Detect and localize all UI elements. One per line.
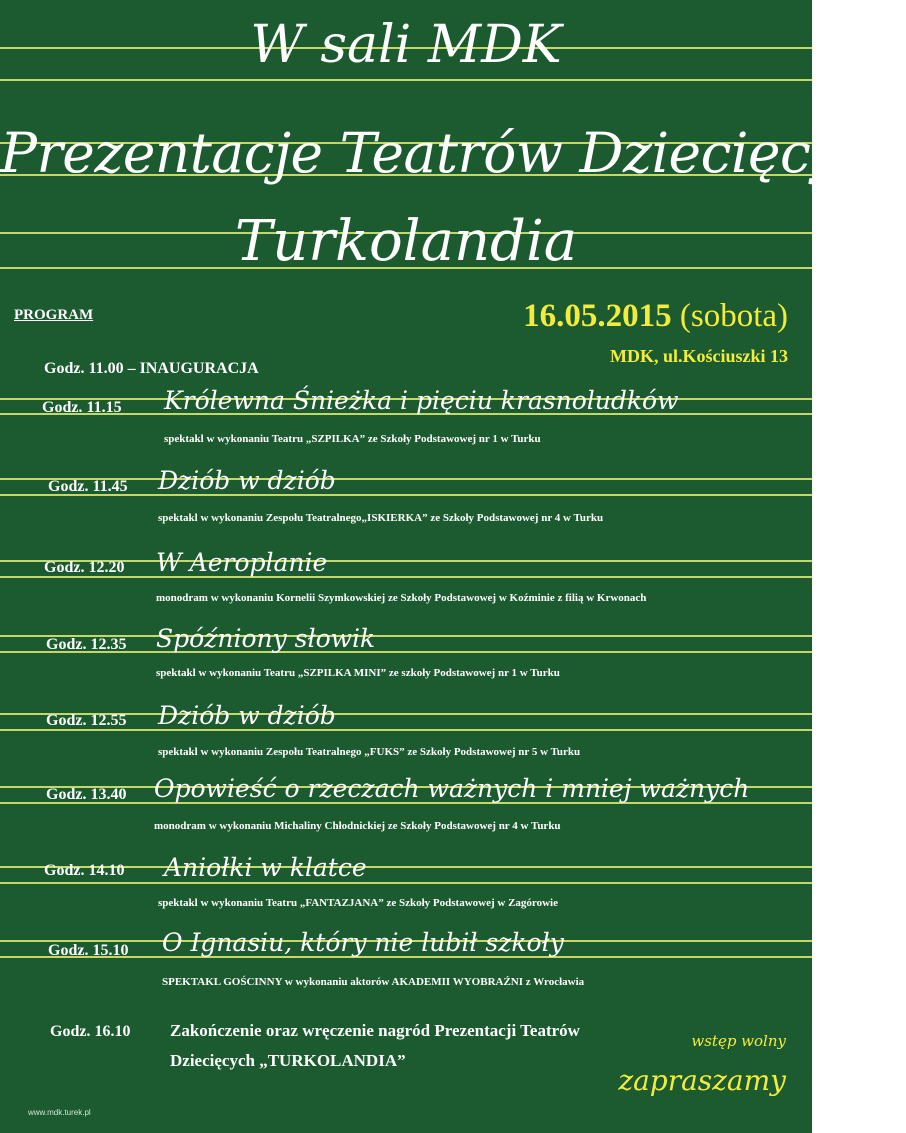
show-title: Spóźniony słowik — [156, 624, 376, 653]
website-url: www.mdk.turek.pl — [28, 1108, 91, 1117]
schedule-time: Godz. 12.20 — [44, 559, 125, 576]
show-title: O Ignasiu, który nie lubił szkoły — [162, 928, 564, 957]
show-description: monodram w wykonaniu Kornelii Szymkowskiej ze Szkoły Podstawowej w Koźminie z filią w Krwonach — [156, 592, 647, 604]
show-description: spektakl w wykonaniu Zespołu Teatralnego „FUKS” ze Szkoły Podstawowej nr 5 w Turku — [158, 746, 581, 758]
show-title: Dziób w dziób — [158, 466, 336, 495]
schedule-time: Godz. 13.40 — [46, 786, 127, 803]
ruled-line — [0, 882, 812, 884]
show-description: spektakl w wykonaniu Teatru „SZPILKA MINI” ze szkoły Podstawowej nr 1 w Turku — [156, 667, 560, 679]
show-title: Królewna Śnieżka i pięciu krasnoludków — [164, 386, 679, 415]
program-label: PROGRAM — [14, 307, 94, 323]
schedule-time: Godz. 11.45 — [48, 478, 128, 495]
show-title: Opowieść o rzeczach ważnych i mniej ważnych — [154, 774, 750, 803]
show-title: Dziób w dziób — [158, 701, 336, 730]
schedule-time: Godz. 16.10 — [50, 1023, 131, 1040]
header-festival-name: Turkolandia — [234, 209, 578, 274]
event-day: (sobota) — [679, 298, 788, 334]
header-venue: W sali MDK — [250, 15, 562, 75]
show-description: spektakl w wykonaniu Zespołu Teatralnego„ISKIERKA” ze Szkoły Podstawowej nr 4 w Turku — [158, 512, 604, 524]
free-entry-note: wstęp wolny — [691, 1032, 786, 1050]
schedule-time: Godz. 12.35 — [46, 636, 127, 653]
schedule-time: Godz. 14.10 — [44, 862, 125, 879]
schedule-time: Godz. 12.55 — [46, 712, 127, 729]
event-date — [523, 296, 788, 336]
header-title: Prezentacje Teatrów Dziecięcych — [0, 121, 906, 185]
ruled-line — [0, 79, 812, 81]
closing-ceremony: Zakończenie oraz wręczenie nagród Prezentacji Teatrów Dziecięcych „TURKOLANDIA” — [170, 1021, 580, 1070]
show-description: spektakl w wykonaniu Teatru „FANTAZJANA” ze Szkoły Podstawowej w Zagórowie — [158, 897, 558, 909]
schedule-time: Godz. 11.15 — [42, 399, 122, 416]
invitation: zapraszamy — [618, 1064, 786, 1097]
show-title: W Aeroplanie — [156, 548, 328, 577]
event-place: MDK, ul.Kościuszki 13 — [609, 346, 788, 366]
show-description: spektakl w wykonaniu Teatru „SZPILKA” ze Szkoły Podstawowej nr 1 w Turku — [164, 433, 541, 445]
schedule-time: Godz. 15.10 — [48, 942, 129, 959]
show-description: monodram w wykonaniu Michaliny Chłodnickiej ze Szkoły Podstawowej nr 4 w Turku — [154, 820, 561, 832]
show-title: Aniołki w klatce — [164, 853, 367, 882]
schedule-time: Godz. 11.00 – INAUGURACJA — [44, 360, 259, 377]
show-description: SPEKTAKL GOŚCINNY w wykonaniu aktorów AKADEMII WYOBRAŹNI z Wrocławia — [162, 976, 585, 988]
event-date-value: 16.05.2015 — [523, 298, 672, 334]
